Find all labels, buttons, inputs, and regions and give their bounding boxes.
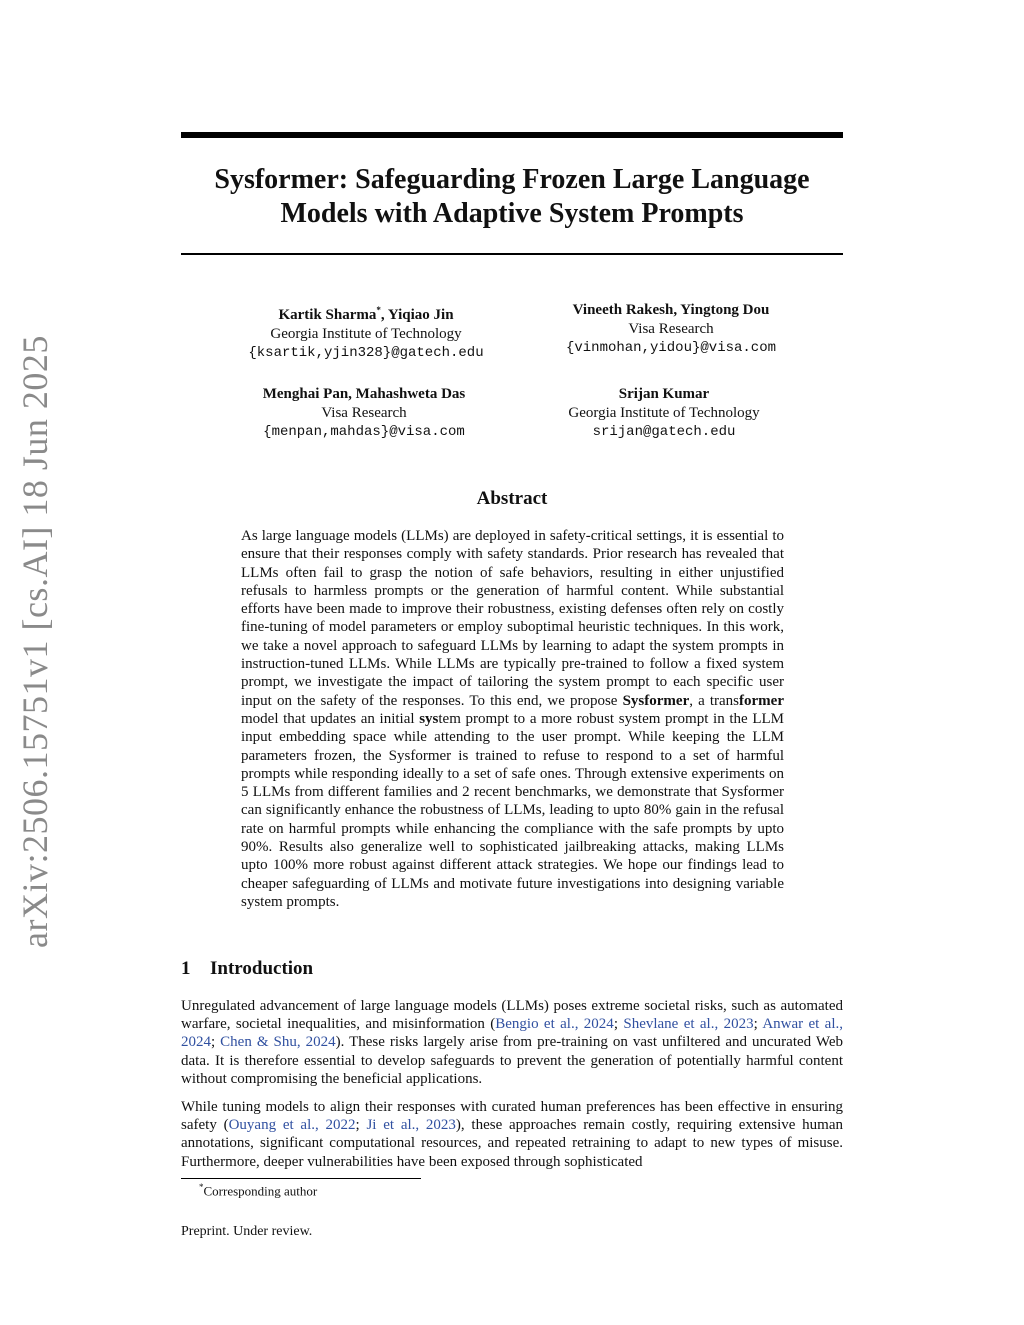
intro-paragraph-2: While tuning models to align their responses with curated human preferences has been effective in ensuring safety (Ouyang et al., 2022; Ji et al., 2023), these approaches remain costly, requiring extensive human annotations, significant computational resources, and repeated retraining to adapt to new types of misuse. Furthermore, deeper vulnerabilities have been exposed through sophisticated xyxy=(181,1099,843,1170)
title-line-2: Models with Adaptive System Prompts xyxy=(280,198,744,229)
author-email: srijan@gatech.edu xyxy=(592,424,736,440)
author-affiliation: Georgia Institute of Technology xyxy=(270,326,462,342)
citation-link[interactable]: Anwar et al., 2024 xyxy=(181,1016,844,1051)
abstract-heading: Abstract xyxy=(476,488,548,509)
arxiv-stamp: arXiv:2506.15751v1 [cs.AI] 18 Jun 2025 xyxy=(15,335,55,948)
section-number: 1 xyxy=(181,958,191,979)
author-names: Srijan Kumar xyxy=(618,386,710,402)
citation-link[interactable]: Chen & Shu, 2024 xyxy=(220,1034,336,1051)
title-top-rule xyxy=(181,132,843,138)
section-heading-introduction xyxy=(181,958,313,980)
author-names: Vineeth Rakesh, Yingtong Dou xyxy=(572,302,770,318)
author-affiliation: Visa Research xyxy=(321,405,407,421)
author-names: Kartik Sharma*, Yiqiao Jin xyxy=(278,305,454,323)
intro-paragraph-1: Unregulated advancement of large language models (LLMs) poses extreme societal risks, such as automated warfare, societal inequalities, and misinformation (Bengio et al., 2024; Shevlane et al., 2023; Anwar et al., 2024; Chen & Shu, 2024). These risks largely arise from pre-training on vast unfiltered and uncurated Web data. It is therefore essential to develop safeguards to prevent the generation of potentially harmful content without compromising the beneficial applications. xyxy=(181,998,844,1087)
preprint-notice: Preprint. Under review. xyxy=(181,1224,313,1239)
citation-link[interactable]: Shevlane et al., 2023 xyxy=(623,1016,754,1033)
footnote-rule xyxy=(181,1178,421,1179)
section-title: Introduction xyxy=(210,958,314,979)
author-block-3 xyxy=(214,385,514,442)
author-block-2 xyxy=(521,301,821,358)
author-block-4 xyxy=(514,385,814,442)
citation-link[interactable]: Bengio et al., 2024 xyxy=(495,1016,614,1033)
author-email: {ksartik,yjin328}@gatech.edu xyxy=(248,345,484,361)
author-email: {vinmohan,yidou}@visa.com xyxy=(565,340,777,356)
title-bottom-rule xyxy=(181,253,843,255)
author-affiliation: Georgia Institute of Technology xyxy=(568,405,760,421)
citation-link[interactable]: Ji et al., 2023 xyxy=(366,1117,456,1134)
author-email: {menpan,mahdas}@visa.com xyxy=(263,424,465,440)
author-block-1 xyxy=(216,301,516,363)
author-names: Menghai Pan, Mahashweta Das xyxy=(262,386,466,402)
title-line-1: Sysformer: Safeguarding Frozen Large Language xyxy=(214,164,810,195)
citation-link[interactable]: Ouyang et al., 2022 xyxy=(228,1117,356,1134)
abstract-body: As large language models (LLMs) are deployed in safety-critical settings, it is essential to ensure that their responses comply with safety standards. Prior research has revealed that LLMs often fail to grasp the notion of safe behaviors, resulting in either unjustified refusals to harmless prompts or the generation of harmful content. While substantial efforts have been made to improve their robustness, existing defenses often rely on costly fine-tuning of model parameters or employ suboptimal heuristic techniques. In this work, we take a novel approach to safeguard LLMs by learning to adapt the system prompts in instruction-tuned LLMs. While LLMs are typically pre-trained to follow a fixed system prompt, we investigate the impact of tailoring the system prompt to each specific user input on the safety of the responses. To this end, we propose Sysformer, a transformer model that updates an initial system prompt to a more robust system prompt in the LLM input embedding space while attending to the user prompt. While keeping the LLM parameters frozen, the Sysformer is trained to refuse to respond to a set of harmful prompts while responding ideally to a set of safe ones. Through extensive experiments on 5 LLMs from different families and 2 recent benchmarks, we demonstrate that Sysformer can significantly enhance the robustness of LLMs, leading to upto 80% gain in the refusal rate on harmful prompts while enhancing the compliance with the safe prompts by upto 90%. Results also generalize well to sophisticated jailbreaking attacks, making LLMs upto 100% more robust against different attack strategies. We hope our findings lead to cheaper safeguarding of LLMs and motivate future investigations into designing variable system prompts. xyxy=(241,528,784,910)
paper-title xyxy=(181,163,843,231)
author-affiliation: Visa Research xyxy=(628,321,714,337)
footnote: *Corresponding author xyxy=(199,1182,318,1199)
